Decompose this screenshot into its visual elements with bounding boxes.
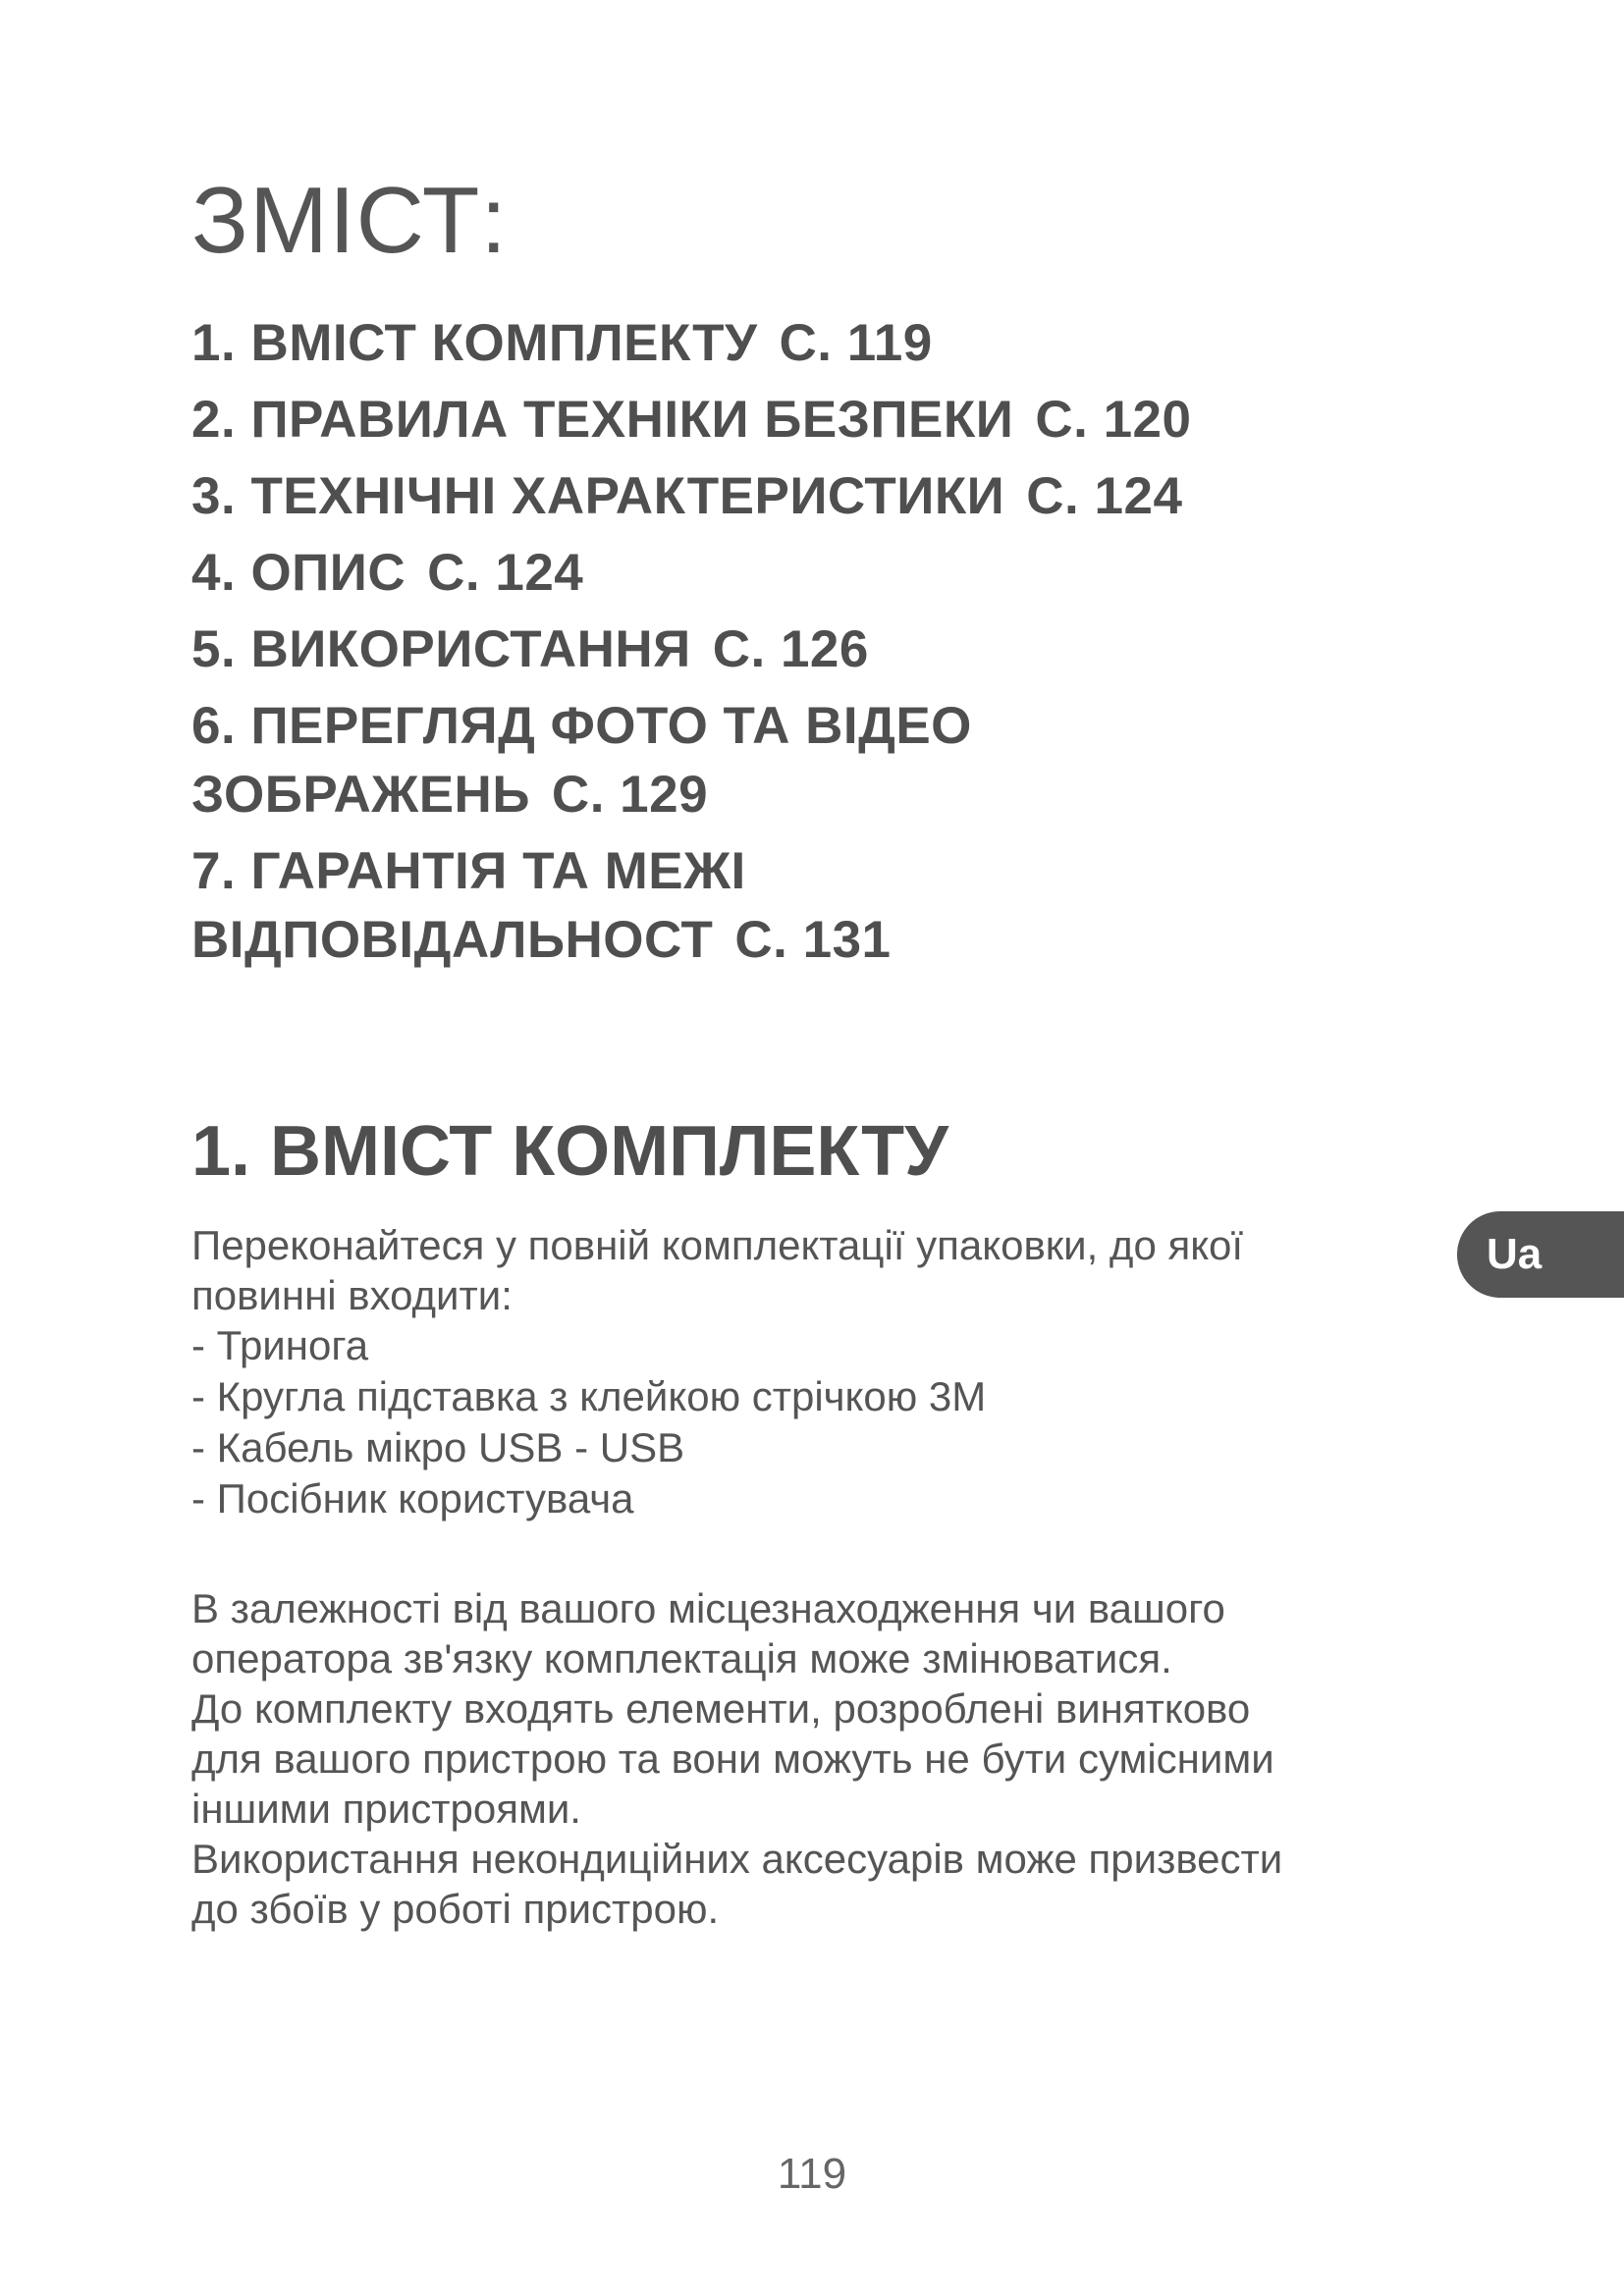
toc-item-label: ПРАВИЛА ТЕХНІКИ БЕЗПЕКИ xyxy=(250,391,1014,449)
toc-item[interactable] xyxy=(191,309,1370,378)
toc-item-page: С. 124 xyxy=(1026,467,1183,525)
page-number: 119 xyxy=(777,2150,847,2198)
toc-item-page: С. 119 xyxy=(779,314,933,372)
list-item: - Тринога xyxy=(191,1322,369,1368)
page-title: ЗМІСТ: xyxy=(191,168,509,273)
toc-item[interactable] xyxy=(191,539,1370,608)
toc-item[interactable] xyxy=(191,692,1370,829)
notes-line: До комплекту входять елементи, розроблені винятково xyxy=(191,1685,1251,1732)
toc-item-number: 1. xyxy=(191,314,251,372)
toc-item-number: 5. xyxy=(191,620,251,678)
intro-line: Переконайтеся у повній комплектації упаковки, до якої xyxy=(191,1222,1244,1268)
toc-item[interactable] xyxy=(191,462,1370,531)
toc-item-label-continued: ЗОБРАЖЕНЬ xyxy=(191,766,530,824)
intro-line: повинні входити: xyxy=(191,1272,513,1318)
notes-line: для вашого пристрою та вони можуть не бути сумісними xyxy=(191,1735,1274,1782)
toc-item[interactable] xyxy=(191,837,1370,975)
toc-item-number: 2. xyxy=(191,391,251,449)
notes-line: оператора зв'язку комплектація може змінюватися. xyxy=(191,1635,1172,1682)
toc-item-number: 6. xyxy=(191,697,251,755)
list-item: - Посібник користувача xyxy=(191,1475,634,1522)
toc-item-page: С. 129 xyxy=(551,766,709,824)
list-item: - Кабель мікро USB - USB xyxy=(191,1424,685,1470)
notes-paragraph xyxy=(191,1583,1468,1934)
notes-line: до збоїв у роботі пристрою. xyxy=(191,1886,720,1932)
section-heading: 1. ВМІСТ КОМПЛЕКТУ xyxy=(191,1112,948,1191)
toc-item-page: С. 124 xyxy=(427,544,584,602)
package-contents-list xyxy=(191,1320,986,1524)
intro-paragraph xyxy=(191,1220,1370,1320)
toc-item-line2 xyxy=(191,761,1370,829)
toc-item-label: ВМІСТ КОМПЛЕКТУ xyxy=(250,314,758,372)
toc-item-label-continued: ВІДПОВІДАЛЬНОСТ xyxy=(191,911,714,969)
toc-item[interactable] xyxy=(191,615,1370,684)
toc-item-label: ГАРАНТІЯ ТА МЕЖІ xyxy=(250,842,746,900)
notes-line: В залежності від вашого місцезнаходження чи вашого xyxy=(191,1585,1225,1631)
language-tab[interactable]: Ua xyxy=(1457,1211,1624,1298)
toc-item-line2 xyxy=(191,906,1370,975)
toc-item-label: ОПИС xyxy=(250,544,406,602)
toc-item-label: ТЕХНІЧНІ ХАРАКТЕРИСТИКИ xyxy=(250,467,1005,525)
notes-line: Використання некондиційних аксесуарів може призвести xyxy=(191,1836,1283,1882)
toc-item-number: 3. xyxy=(191,467,251,525)
toc-item-label: ПЕРЕГЛЯД ФОТО ТА ВІДЕО xyxy=(250,697,972,755)
toc-item-number: 4. xyxy=(191,544,251,602)
toc-item-page: С. 120 xyxy=(1035,391,1192,449)
toc-item[interactable] xyxy=(191,386,1370,454)
toc-item-number: 7. xyxy=(191,842,251,900)
notes-line: іншими пристроями. xyxy=(191,1786,581,1832)
toc-item-page: С. 126 xyxy=(712,620,869,678)
table-of-contents xyxy=(191,309,1370,983)
list-item: - Кругла підставка з клейкою стрічкою 3М xyxy=(191,1373,987,1419)
toc-item-page: С. 131 xyxy=(734,911,892,969)
toc-item-label: ВИКОРИСТАННЯ xyxy=(250,620,691,678)
